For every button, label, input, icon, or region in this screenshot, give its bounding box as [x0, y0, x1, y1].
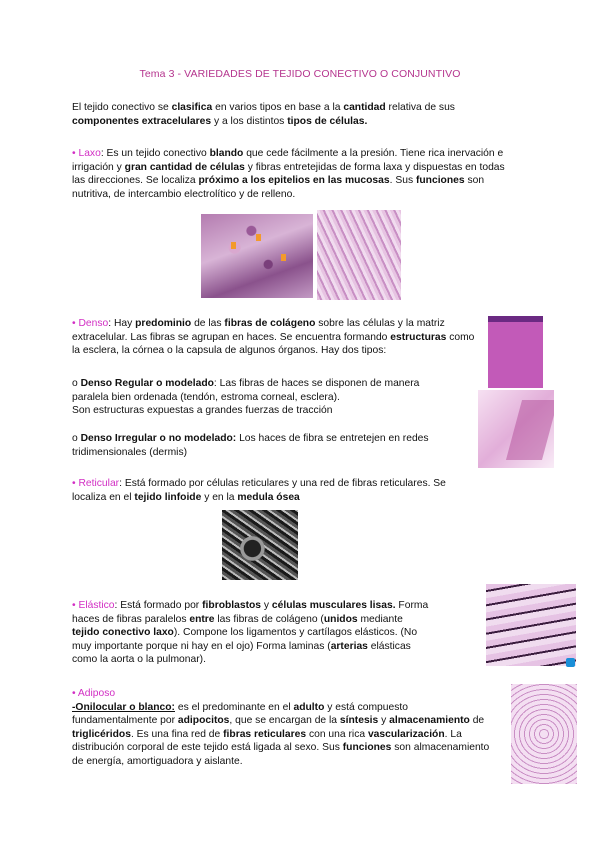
denso-regular-paragraph: o Denso Regular o modelado: Las fibras de haces se disponen de manera paralela bien ordenada (tendón, estroma corneal, esclera). Son estructuras expuestas a grandes fuerzas de tracción — [72, 378, 420, 417]
denso-irregular-paragraph: o Denso Irregular o no modelado: Los haces de fibra se entretejen en redes tridimensionales (dermis) — [72, 433, 429, 458]
elastico-paragraph: • Elástico: Está formado por fibroblastos y células musculares lisas. Forma haces de fibras paralelos entre las fibras de colágeno (unidos mediante tejido conectivo laxo). Compone los ligamentos y cartílagos elásticos. (No muy importante porque ni hay en el ojo) Forma laminas (arterias elásticas como la aorta o la pulmonar). — [72, 600, 429, 666]
reticular-sem-image — [222, 510, 298, 580]
elastico-histology-image — [486, 584, 576, 666]
denso-regular-histology-image — [488, 316, 543, 388]
denso-irregular-histology-image — [478, 390, 554, 468]
laxo-histology-image-1 — [201, 214, 313, 298]
elastico-heading: Elástico — [78, 600, 115, 611]
adiposo-histology-image — [511, 684, 577, 784]
laxo-paragraph: • Laxo: Es un tejido conectivo blando que cede fácilmente a la presión. Tiene rica inervación e irrigación y gran cantidad de células y fibras entretejidas de forma laxa y dispuestas en todas las direcciones. Se localiza próximo a los epitelios en las mucosas. Sus funciones son nutritiva, de intercambio electrolítico y de relleno. — [72, 148, 505, 200]
adiposo-heading: Adiposo — [77, 688, 116, 699]
laxo-heading: Laxo — [78, 148, 101, 159]
reticular-heading: Reticular — [78, 478, 120, 489]
intro-paragraph: El tejido conectivo se clasifica en varios tipos en base a la cantidad relativa de sus componentes extracelulares y a los distintos tipos de células. — [72, 102, 455, 127]
camera-icon — [566, 658, 575, 667]
laxo-histology-image-2 — [317, 210, 401, 300]
adiposo-paragraph: • Adiposo -Onilocular o blanco: es el predominante en el adulto y está compuesto fundamentalmente por adipocitos, que se encargan de la síntesis y almacenamiento de triglicéridos. Es una fina red de fibras reticulares con una rica vascularización. La distribución corporal de este tejido está ligada al sexo. Sus funciones son almacenamiento de energía, amortiguadora y aislante. — [72, 688, 490, 767]
denso-paragraph: • Denso: Hay predominio de las fibras de colágeno sobre las células y la matriz extracelular. Las fibras se agrupan en haces. Se encuentra formando estructuras como la esclera, la córnea o la capsula de algunos órganos. Hay dos tipos: — [72, 318, 475, 357]
page-title: Tema 3 - VARIEDADES DE TEJIDO CONECTIVO O CONJUNTIVO — [139, 68, 461, 80]
reticular-paragraph: • Reticular: Está formado por células reticulares y una red de fibras reticulares. Se localiza en el tejido linfoide y en la medula ósea — [72, 478, 446, 503]
denso-heading: Denso — [78, 318, 109, 329]
